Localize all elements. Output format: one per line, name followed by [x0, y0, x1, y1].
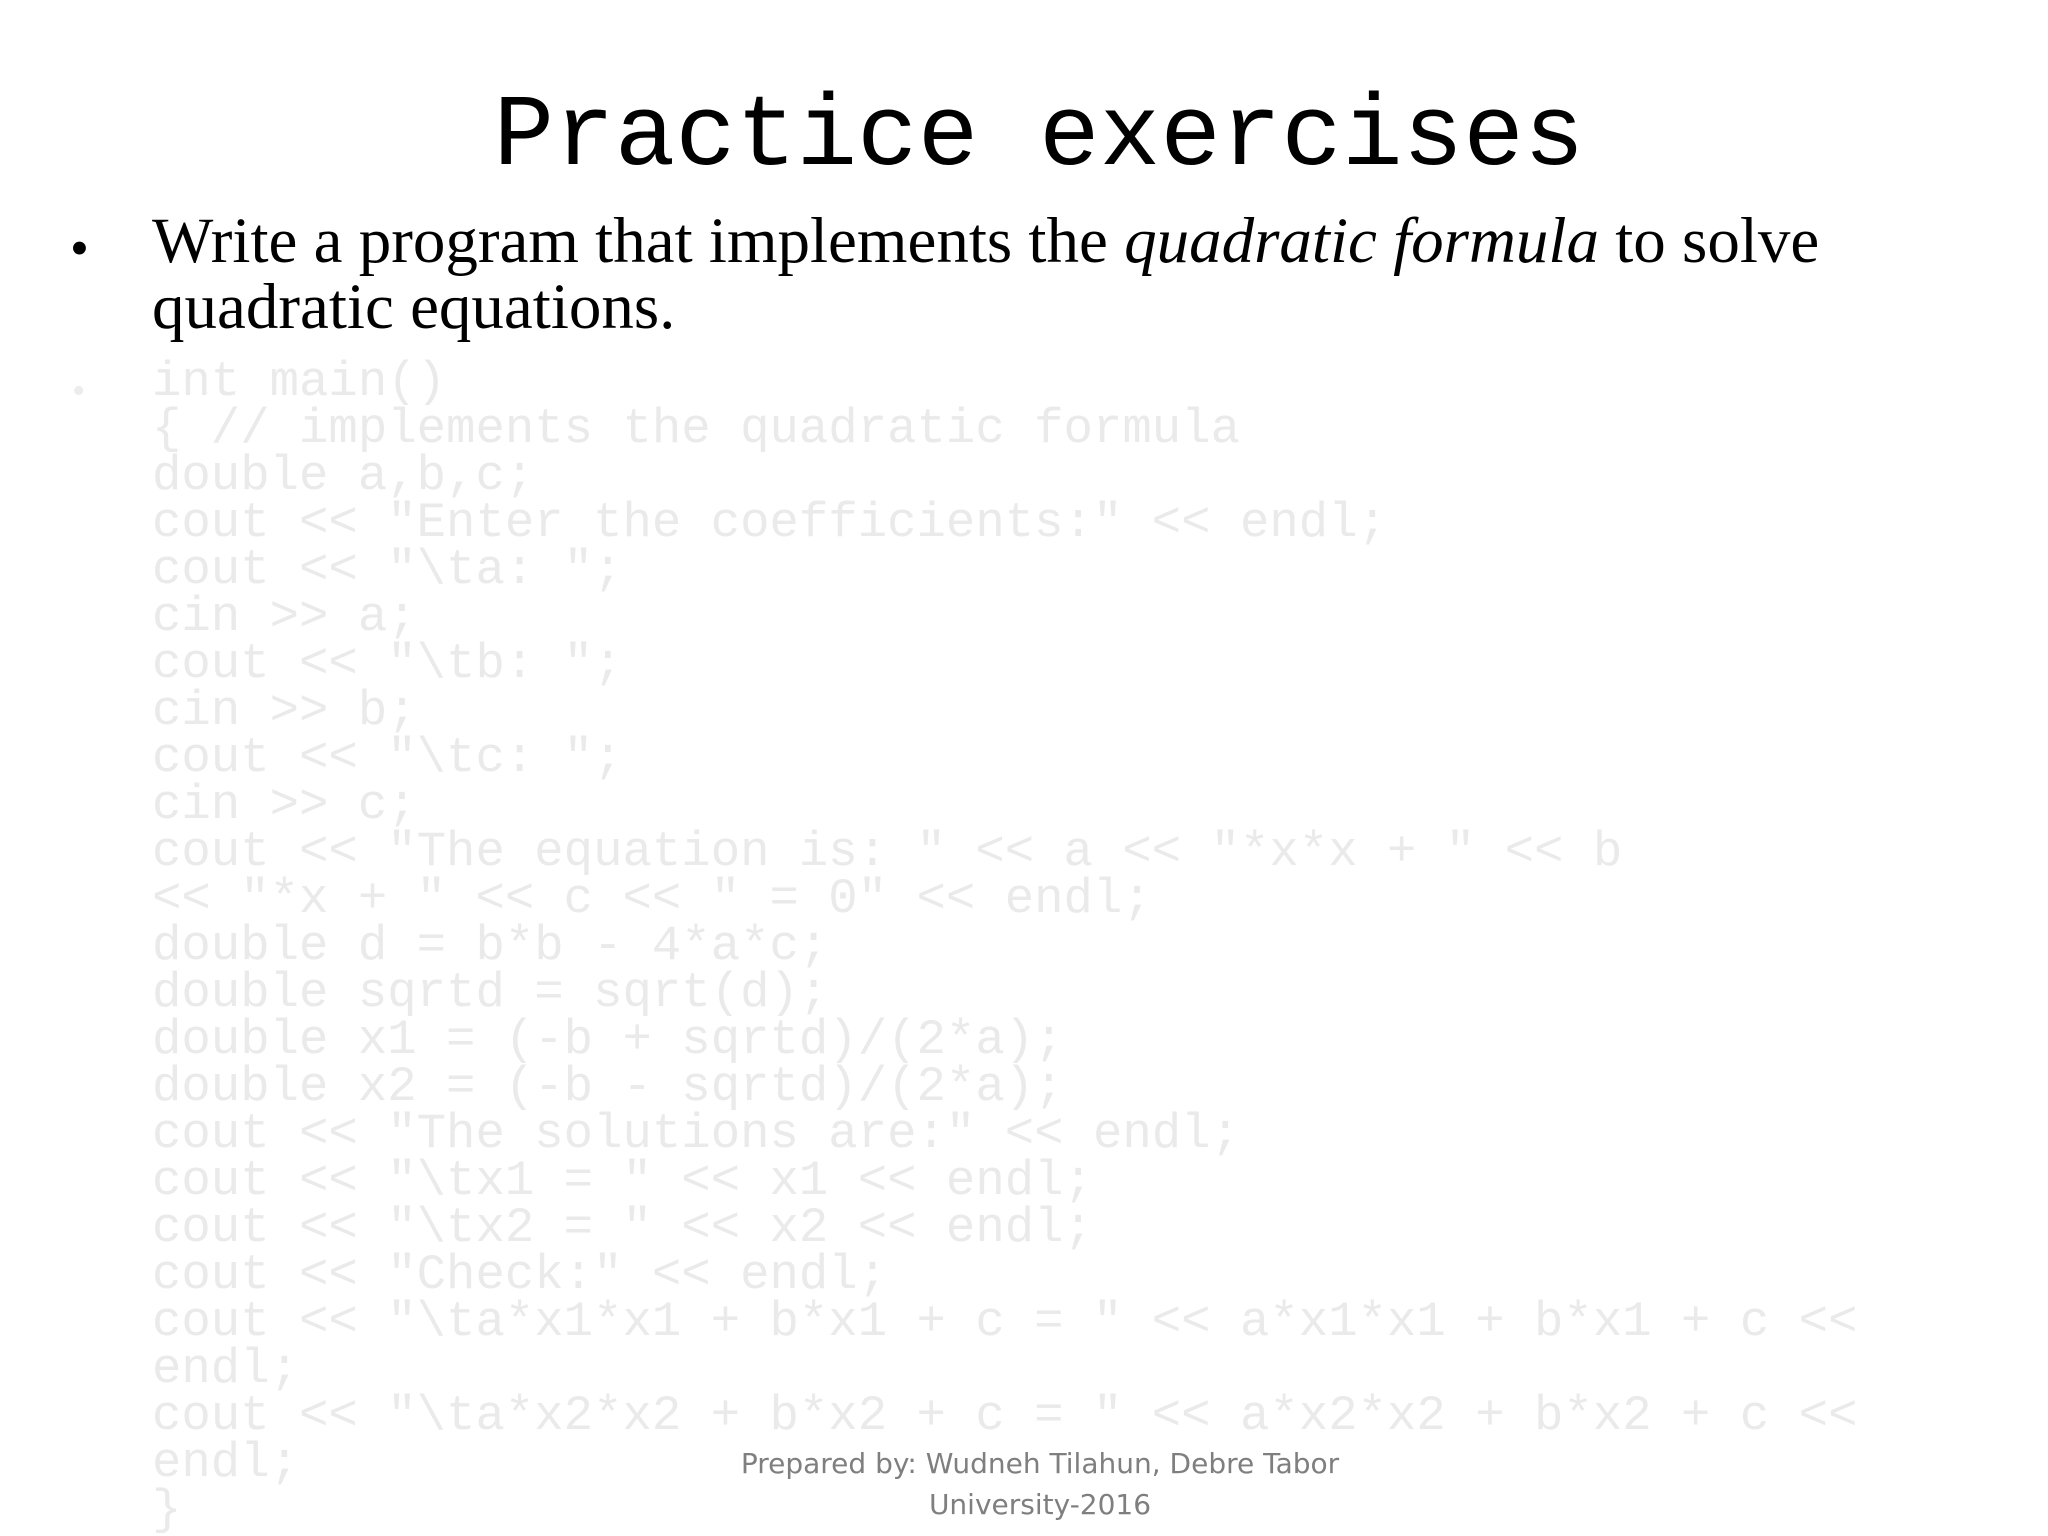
footer-line: Prepared by: Wudneh Tilahun, Debre Tabor: [740, 1447, 1340, 1480]
bullet-text-part: to solve quadratic equations.: [152, 205, 1820, 343]
bullet-marker: •: [70, 218, 89, 278]
footer: [700, 1443, 1380, 1525]
slide-title: Practice exercises: [493, 81, 1585, 195]
bullet-text: [152, 205, 1952, 343]
footer-line: University-2016: [928, 1488, 1152, 1521]
code-block: int main() { // implements the quadratic formula double a,b,c; cout << "Enter the coefficients:" << endl; cout << "\ta: "; cin >> a; cout << "\tb: "; cin >> b; cout << "\tc: "; cin >> c; cout << "The equation is: " << a << "*x*x + " << b << "*x + " << c << " = 0" << endl; double d = b*b - 4*a*c; double sqrtd = sqrt(d); double x1 = (-b + sqrtd)/(2*a); double x2 = (-b - sqrtd)/(2*a); cout << "The solutions are:" << endl; cout << "\tx1 = " << x1 << endl; cout << "\tx2 = " << x2 << endl; cout << "Check:" << endl; cout << "\ta*x1*x1 + b*x1 + c = " << a*x1*x1 + b*x1 + c << endl; cout << "\ta*x2*x2 + b*x2 + c = " << a*x2*x2 + b*x2 + c << endl; }: [152, 354, 1858, 1536]
bullet-text-part: Write a program that implements the: [152, 205, 1125, 277]
bullet-text-italic: quadratic formula: [1124, 205, 1599, 277]
code-bullet-marker: •: [72, 370, 86, 412]
